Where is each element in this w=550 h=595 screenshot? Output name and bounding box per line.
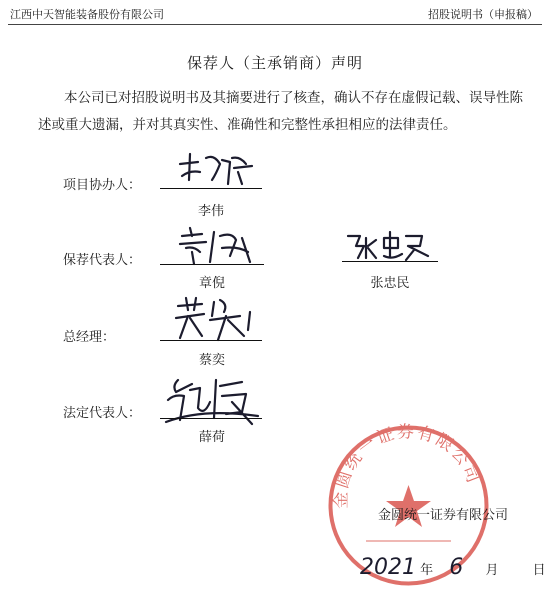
signature-sponsor-rep-2 (344, 230, 434, 264)
statement-line-1: 本公司已对招股说明书及其摘要进行了核查，确认不存在虚假记载、误导性陈 (64, 90, 523, 106)
signature-line-general-manager (160, 340, 262, 341)
seal-text: 金圆统一证券有限公司 (331, 423, 484, 509)
printed-name-legal-representative: 薛荷 (198, 430, 225, 445)
signing-date (360, 555, 546, 580)
date-day-char: 日 (532, 563, 546, 578)
role-label-project-assistant: 项目协办人： (63, 178, 142, 193)
header-divider (8, 24, 542, 25)
header-document-type: 招股说明书（申报稿） (428, 8, 538, 21)
statement-line-2: 述或重大遗漏，并对其真实性、准确性和完整性承担相应的法律责任。 (38, 117, 457, 133)
role-label-general-manager: 总经理： (63, 330, 116, 345)
header-company: 江西中天智能装备股份有限公司 (10, 8, 164, 21)
signature-line-project-assistant (160, 188, 262, 189)
role-label-sponsor-representatives: 保荐代表人： (63, 253, 142, 268)
signature-general-manager (168, 296, 268, 344)
printed-name-project-assistant: 李伟 (197, 204, 224, 219)
role-label-legal-representative: 法定代表人： (63, 406, 142, 421)
page-title: 保荐人（主承销商）声明 (186, 54, 363, 72)
signature-line-sponsor-rep-1 (160, 264, 264, 265)
signature-line-sponsor-rep-2 (342, 261, 438, 262)
statement-paragraph (38, 85, 523, 139)
company-name: 金圆统一证券有限公司 (377, 508, 508, 523)
date-year-char: 年 (420, 563, 434, 578)
date-month: 6 (449, 555, 464, 580)
date-year: 2021 (360, 555, 416, 580)
signature-legal-representative (162, 372, 272, 430)
signature-line-legal-representative (160, 418, 262, 419)
printed-name-sponsor-rep-1: 章倪 (198, 276, 225, 291)
signature-project-assistant (176, 150, 266, 190)
printed-name-sponsor-rep-2: 张忠民 (370, 276, 410, 291)
printed-name-general-manager: 蔡奕 (198, 353, 225, 368)
signature-sponsor-rep-1 (176, 226, 272, 266)
date-month-char: 月 (485, 563, 499, 578)
